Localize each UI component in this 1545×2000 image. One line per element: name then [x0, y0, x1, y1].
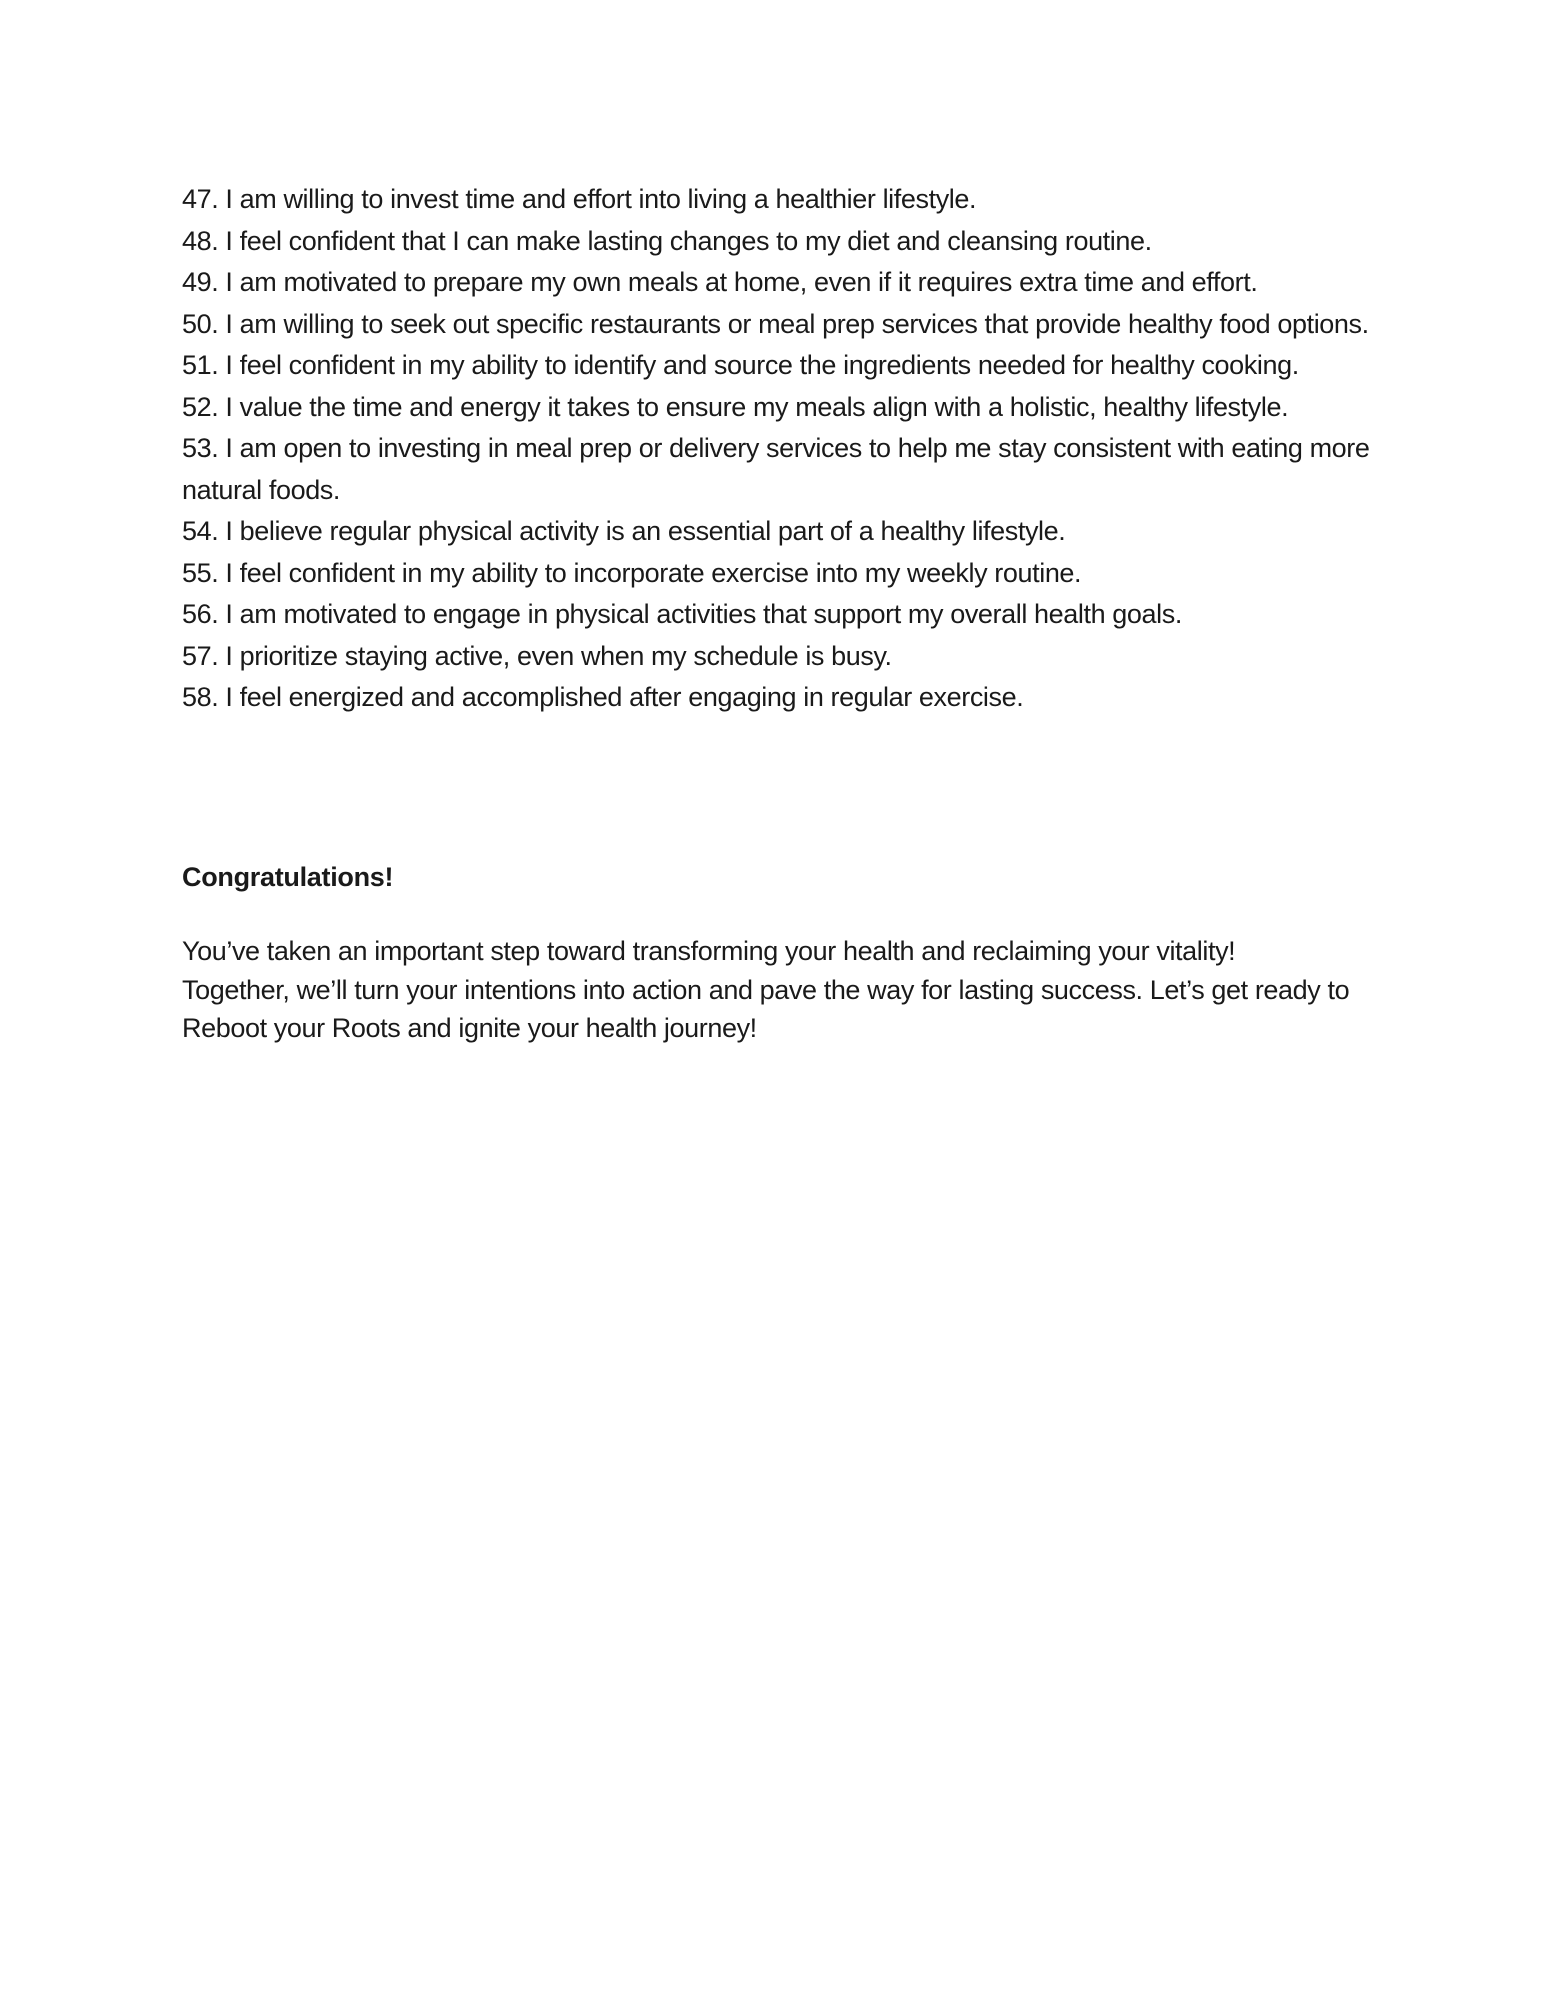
- statement-item: 54. I believe regular physical activity is an essential part of a healthy lifestyle.: [182, 516, 1066, 546]
- statement-item: 57. I prioritize staying active, even when my schedule is busy.: [182, 640, 892, 671]
- congratulations-line-1: You’ve taken an important step toward transforming your health and reclaiming your vitality!: [182, 936, 1236, 966]
- statement-item: 52. I value the time and energy it takes to ensure my meals align with a holistic, healthy lifestyle.: [182, 391, 1289, 422]
- statement-item: 51. I feel confident in my ability to identify and source the ingredients needed for healthy cooking.: [182, 350, 1299, 380]
- congratulations-line-2: Together, we’ll turn your intentions into action and pave the way for lasting success. Let’s get ready to Reboot your Roots and ignite your health journey!: [182, 974, 1350, 1043]
- statement-item: 58. I feel energized and accomplished after engaging in regular exercise.: [182, 682, 1024, 712]
- congratulations-heading: Congratulations!: [182, 862, 394, 892]
- statement-item: 50. I am willing to seek out specific restaurants or meal prep services that provide healthy food options.: [182, 308, 1369, 339]
- statement-item: 55. I feel confident in my ability to incorporate exercise into my weekly routine.: [182, 557, 1082, 588]
- statement-item: 47. I am willing to invest time and effort into living a healthier lifestyle.: [182, 184, 977, 214]
- congratulations-message: [182, 932, 1382, 1048]
- statement-list: [182, 179, 1382, 719]
- statement-item: 49. I am motivated to prepare my own meals at home, even if it requires extra time and effort.: [182, 267, 1258, 297]
- statement-item: 56. I am motivated to engage in physical activities that support my overall health goals.: [182, 599, 1182, 629]
- statement-item: 53. I am open to investing in meal prep or delivery services to help me stay consistent with eating more natural foods.: [182, 433, 1370, 505]
- statement-item: 48. I feel confident that I can make lasting changes to my diet and cleansing routine.: [182, 225, 1152, 256]
